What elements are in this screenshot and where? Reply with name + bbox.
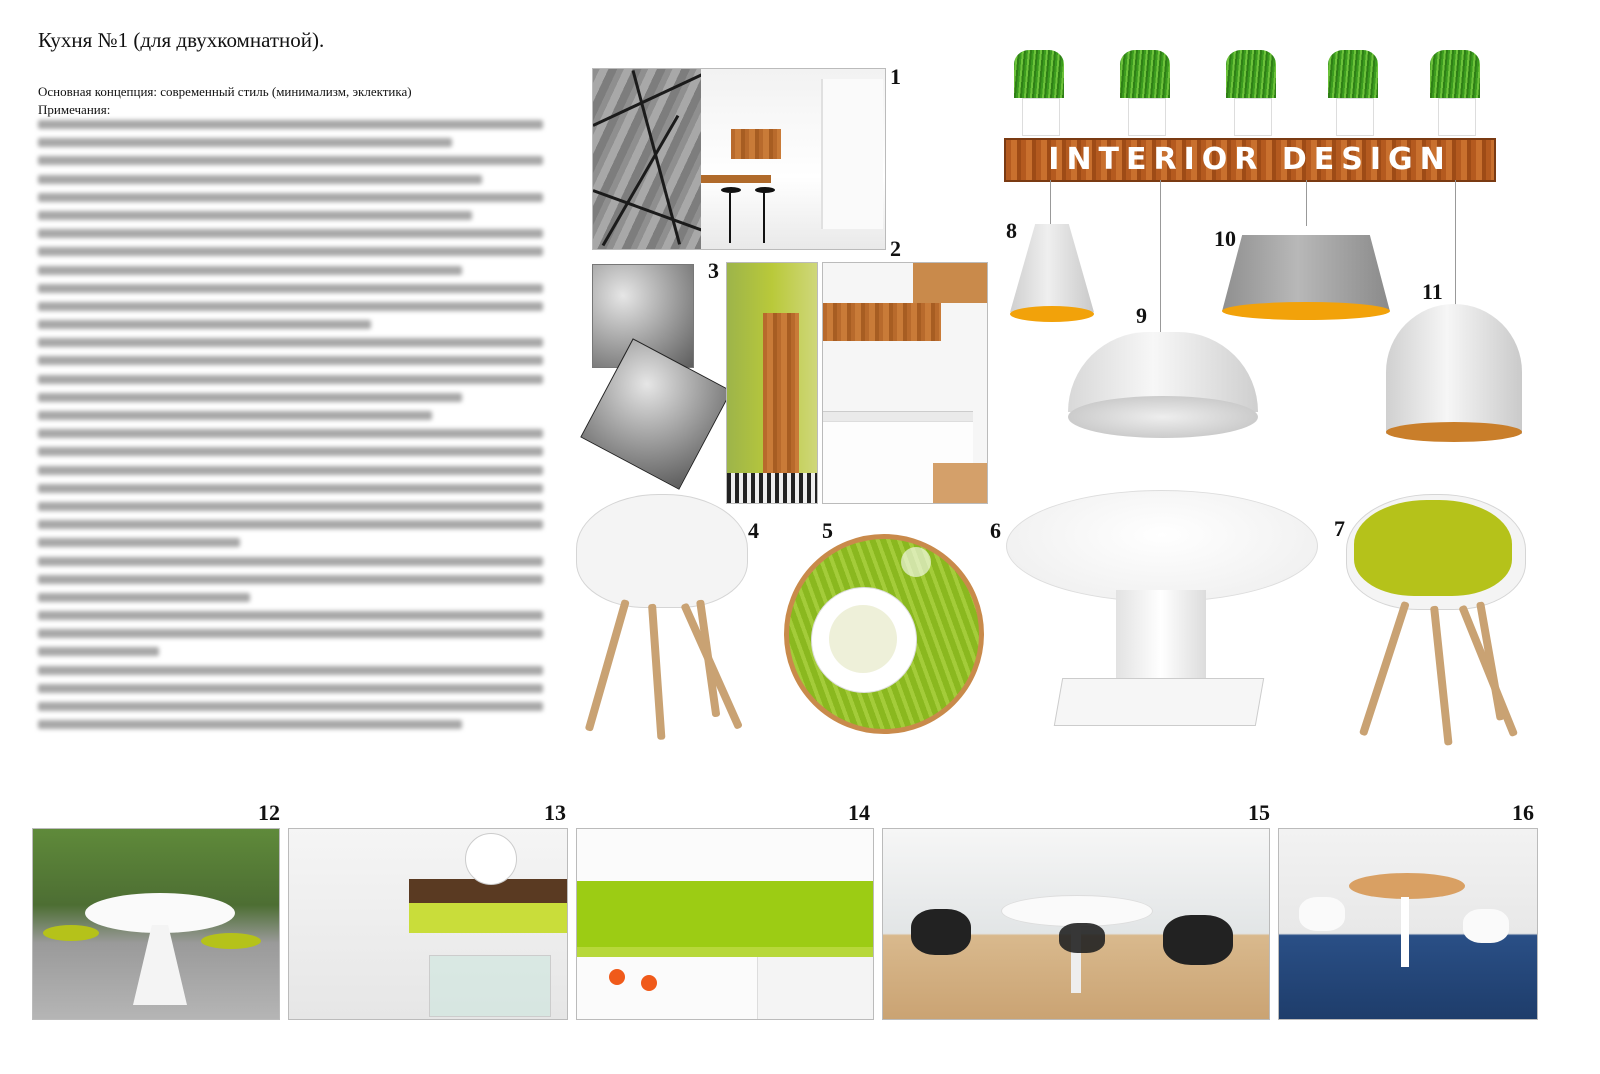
chair-lime-7 <box>1340 490 1530 760</box>
label-5: 5 <box>822 518 833 543</box>
label-7: 7 <box>1334 516 1345 541</box>
page-title: Кухня №1 (для двухкомнатной). <box>38 28 325 52</box>
label-11: 11 <box>1422 279 1443 304</box>
label-12: 12 <box>258 800 280 825</box>
kitchen-room <box>701 69 885 249</box>
label-9: 9 <box>1136 303 1147 328</box>
upper-cabinets <box>823 303 941 341</box>
wood-cabinet <box>731 129 781 159</box>
photo-tulip-set-12 <box>32 828 280 1020</box>
label-16: 16 <box>1512 800 1534 825</box>
photo-kitchen-wall <box>592 68 886 250</box>
label-15: 15 <box>1248 800 1270 825</box>
textured-wall <box>593 69 701 249</box>
photo-kitchen-13 <box>288 828 568 1020</box>
notes-label: Примечания: <box>38 102 111 117</box>
notes-blurred-text <box>38 120 543 740</box>
wood-ceiling <box>913 263 987 303</box>
stool-2 <box>755 187 775 193</box>
label-14: 14 <box>848 800 870 825</box>
chair-white-4 <box>570 490 760 750</box>
label-3: 3 <box>708 258 719 283</box>
stool-1 <box>721 187 741 193</box>
pendant-lamp-11 <box>1386 304 1522 434</box>
placemat-plate-5 <box>784 534 984 734</box>
concept-text: Основная концепция: современный стиль (минимализм, эклектика) <box>38 84 412 99</box>
interior-design-sign: INTERIOR DESIGN <box>1004 138 1496 182</box>
breakfast-bar <box>701 175 771 183</box>
photo-kitchen-14 <box>576 828 874 1020</box>
label-4: 4 <box>748 518 759 543</box>
photo-dining-15 <box>882 828 1270 1020</box>
label-10: 10 <box>1214 226 1236 251</box>
window <box>821 79 883 229</box>
plants-row <box>1010 50 1490 138</box>
photo-dining-16 <box>1278 828 1538 1020</box>
label-1: 1 <box>890 64 901 89</box>
label-8: 8 <box>1006 218 1017 243</box>
door <box>763 313 799 473</box>
label-2: 2 <box>890 236 901 261</box>
photo-white-kitchen <box>822 262 988 504</box>
table-oval-6 <box>1006 490 1316 752</box>
photo-corridor <box>726 262 818 504</box>
label-6: 6 <box>990 518 1001 543</box>
label-13: 13 <box>544 800 566 825</box>
